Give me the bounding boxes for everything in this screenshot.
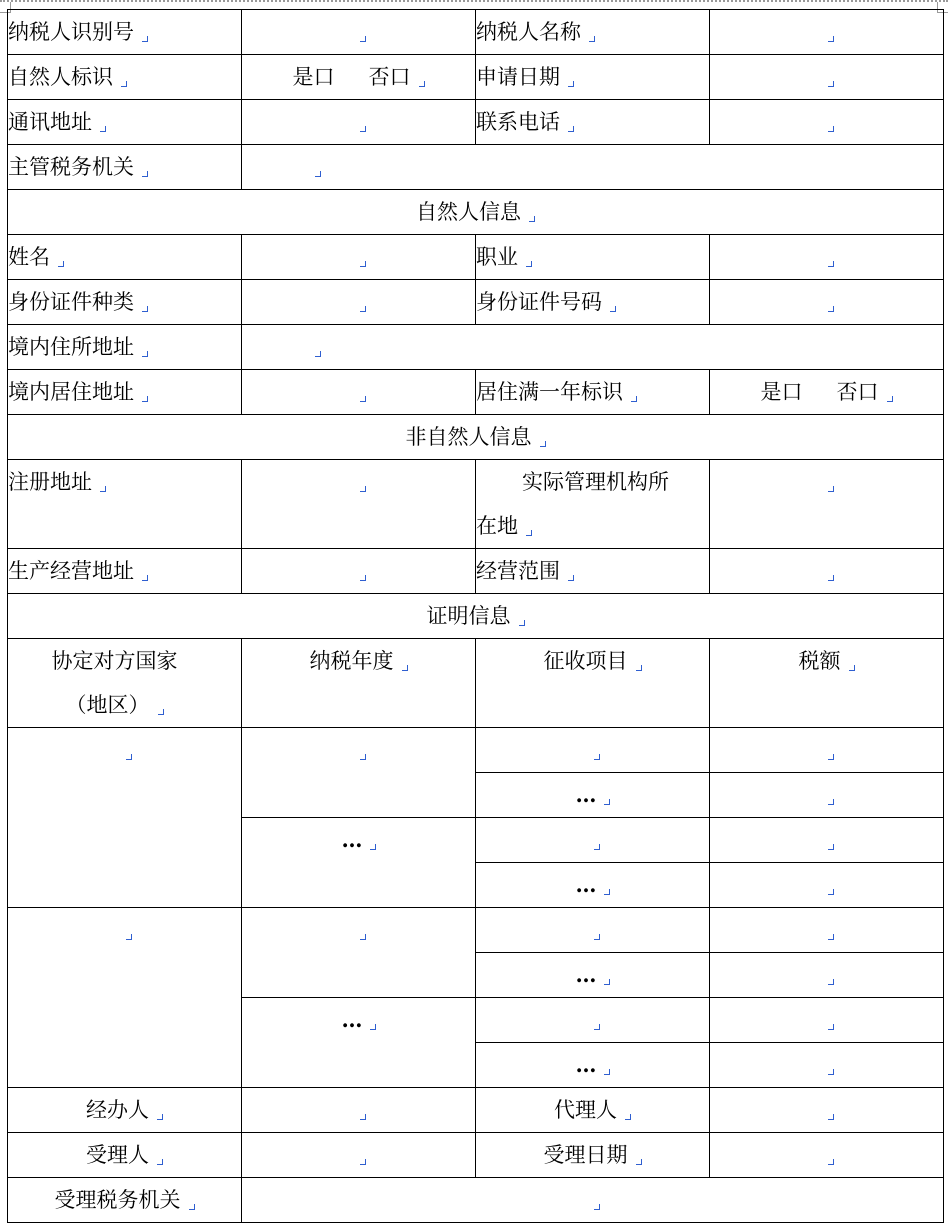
business-scope-label: 经营范围 [476, 559, 560, 583]
receiving-authority-label: 受理税务机关 [54, 1188, 181, 1212]
table-row [8, 235, 944, 280]
paragraph-mark-icon [604, 889, 610, 895]
tax-amount-field[interactable] [710, 1043, 944, 1088]
table-row [8, 325, 944, 370]
phone-field[interactable] [710, 100, 944, 145]
paragraph-mark-icon [370, 844, 376, 850]
table-row [8, 549, 944, 594]
business-address-label: 生产经营地址 [8, 559, 134, 583]
levy-item-more [476, 863, 710, 908]
paragraph-mark-icon [540, 441, 546, 447]
occupation-label-cell [476, 235, 710, 280]
domestic-residence-field[interactable] [242, 370, 476, 415]
paragraph-mark-icon [828, 1069, 834, 1075]
non-natural-person-section-header [8, 415, 944, 460]
paragraph-mark-icon [360, 1159, 366, 1165]
tax-amount-field[interactable] [710, 998, 944, 1043]
paragraph-mark-icon [526, 530, 532, 536]
tax-amount-field[interactable] [710, 863, 944, 908]
receive-date-label: 受理日期 [543, 1143, 628, 1167]
paragraph-mark-icon [568, 575, 574, 581]
paragraph-mark-icon [625, 1114, 631, 1120]
paragraph-mark-icon [100, 486, 106, 492]
paragraph-mark-icon [126, 934, 132, 940]
treaty-country-field[interactable] [8, 908, 242, 1088]
table-row [8, 415, 944, 460]
no-checkbox[interactable]: 否口 [836, 380, 879, 404]
agent-field[interactable] [710, 1088, 944, 1133]
table-row [8, 55, 944, 100]
table-row [8, 728, 944, 773]
paragraph-mark-icon [360, 36, 366, 42]
management-location-label-cell [476, 460, 710, 549]
apply-date-label: 申请日期 [476, 65, 560, 89]
tax-year-more [242, 818, 476, 908]
paragraph-mark-icon [142, 575, 148, 581]
table-row [8, 908, 944, 953]
ellipsis: … [575, 782, 596, 807]
residence-one-year-label-cell [476, 370, 710, 415]
paragraph-mark-icon [315, 351, 321, 357]
paragraph-mark-icon [142, 306, 148, 312]
id-type-label: 身份证件种类 [8, 290, 134, 314]
paragraph-mark-icon [568, 126, 574, 132]
table-row [8, 100, 944, 145]
residence-one-year-options [710, 370, 944, 415]
tax-resident-certificate-form [7, 9, 944, 1223]
paragraph-mark-icon [360, 486, 366, 492]
paragraph-mark-icon [594, 934, 600, 940]
business-address-field[interactable] [242, 549, 476, 594]
natural-person-section-title: 自然人信息 [416, 200, 521, 224]
registered-address-label: 注册地址 [8, 470, 92, 494]
management-location-label-line1: 实际管理机构所 [522, 470, 669, 494]
table-row [8, 460, 944, 549]
paragraph-mark-icon [189, 1204, 195, 1210]
tax-year-label: 纳税年度 [309, 649, 394, 673]
receiving-authority-field[interactable] [242, 1178, 944, 1223]
levy-item-more [476, 1043, 710, 1088]
paragraph-mark-icon [360, 306, 366, 312]
treaty-country-header [8, 639, 242, 728]
taxpayer-id-field[interactable] [242, 10, 476, 55]
page-top-border [0, 0, 948, 2]
id-type-field[interactable] [242, 280, 476, 325]
table-row [8, 145, 944, 190]
taxpayer-name-field[interactable] [710, 10, 944, 55]
paragraph-mark-icon [142, 351, 148, 357]
tax-authority-label: 主管税务机关 [8, 155, 134, 179]
taxpayer-id-label: 纳税人识别号 [8, 20, 134, 44]
levy-item-label: 征收项目 [543, 649, 628, 673]
paragraph-mark-icon [158, 709, 164, 715]
residence-one-year-label: 居住满一年标识 [476, 380, 623, 404]
tax-year-header [242, 639, 476, 728]
tax-year-more [242, 998, 476, 1088]
tax-year-field[interactable] [242, 728, 476, 818]
table-row [8, 1088, 944, 1133]
paragraph-mark-icon [828, 934, 834, 940]
id-number-label: 身份证件号码 [476, 290, 602, 314]
levy-item-more [476, 953, 710, 998]
paragraph-mark-icon [849, 665, 855, 671]
occupation-label: 职业 [476, 245, 518, 269]
tax-amount-header [710, 639, 944, 728]
non-natural-person-section-title: 非自然人信息 [405, 425, 532, 449]
name-label: 姓名 [8, 245, 50, 269]
table-row [8, 639, 944, 728]
handler-label: 经办人 [86, 1098, 149, 1122]
paragraph-mark-icon [828, 754, 834, 760]
paragraph-mark-icon [604, 1069, 610, 1075]
yes-checkbox[interactable]: 是口 [292, 65, 335, 89]
phone-label-cell [476, 100, 710, 145]
ellipsis: … [575, 872, 596, 897]
receive-date-label-cell [476, 1133, 710, 1178]
levy-item-more [476, 773, 710, 818]
paragraph-mark-icon [126, 754, 132, 760]
levy-item-field[interactable] [476, 998, 710, 1043]
paragraph-mark-icon [828, 889, 834, 895]
natural-person-flag-label-cell [8, 55, 242, 100]
handler-field[interactable] [242, 1088, 476, 1133]
paragraph-mark-icon [315, 171, 321, 177]
paragraph-mark-icon [828, 486, 834, 492]
taxpayer-name-label: 纳税人名称 [476, 20, 581, 44]
paragraph-mark-icon [568, 81, 574, 87]
paragraph-mark-icon [594, 1024, 600, 1030]
registered-address-label-cell [8, 460, 242, 549]
certificate-section-title: 证明信息 [426, 604, 511, 628]
name-field[interactable] [242, 235, 476, 280]
paragraph-mark-icon [828, 1114, 834, 1120]
occupation-field[interactable] [710, 235, 944, 280]
paragraph-mark-icon [828, 306, 834, 312]
paragraph-mark-icon [594, 754, 600, 760]
management-location-label-line2: 在地 [476, 514, 518, 538]
mailing-address-label-cell [8, 100, 242, 145]
ellipsis: … [575, 1052, 596, 1077]
paragraph-mark-icon [631, 396, 637, 402]
paragraph-mark-icon [828, 1159, 834, 1165]
domestic-domicile-label-cell [8, 325, 242, 370]
paragraph-mark-icon [121, 81, 127, 87]
mailing-address-label: 通讯地址 [8, 110, 92, 134]
paragraph-mark-icon [360, 261, 366, 267]
receive-date-field[interactable] [710, 1133, 944, 1178]
table-row [8, 280, 944, 325]
paragraph-mark-icon [828, 1024, 834, 1030]
paragraph-mark-icon [526, 261, 532, 267]
paragraph-mark-icon [594, 844, 600, 850]
tax-amount-field[interactable] [710, 953, 944, 998]
paragraph-mark-icon [828, 81, 834, 87]
paragraph-mark-icon [604, 799, 610, 805]
paragraph-mark-icon [828, 979, 834, 985]
ellipsis: … [341, 1007, 362, 1032]
paragraph-mark-icon [828, 844, 834, 850]
paragraph-mark-icon [100, 126, 106, 132]
agent-label: 代理人 [554, 1098, 617, 1122]
certificate-section-header [8, 594, 944, 639]
phone-label: 联系电话 [476, 110, 560, 134]
receiver-label: 受理人 [86, 1143, 149, 1167]
tax-authority-label-cell [8, 145, 242, 190]
no-checkbox[interactable]: 否口 [368, 65, 411, 89]
tax-year-field[interactable] [242, 908, 476, 998]
receiving-authority-label-cell [8, 1178, 242, 1223]
paragraph-mark-icon [142, 171, 148, 177]
paragraph-mark-icon [636, 665, 642, 671]
table-row [8, 1178, 944, 1223]
paragraph-mark-icon [828, 126, 834, 132]
id-number-label-cell [476, 280, 710, 325]
yes-checkbox[interactable]: 是口 [760, 380, 803, 404]
treaty-country-label-line2: （地区） [65, 693, 150, 717]
paragraph-mark-icon [370, 1024, 376, 1030]
mailing-address-field[interactable] [242, 100, 476, 145]
paragraph-mark-icon [828, 36, 834, 42]
table-row [8, 370, 944, 415]
paragraph-mark-icon [157, 1159, 163, 1165]
paragraph-mark-icon [58, 261, 64, 267]
paragraph-mark-icon [360, 126, 366, 132]
management-location-field[interactable] [710, 460, 944, 549]
levy-item-header [476, 639, 710, 728]
paragraph-mark-icon [529, 216, 535, 222]
ellipsis: … [575, 962, 596, 987]
apply-date-label-cell [476, 55, 710, 100]
taxpayer-name-label-cell [476, 10, 710, 55]
business-scope-label-cell [476, 549, 710, 594]
table-row [8, 594, 944, 639]
domestic-residence-label-cell [8, 370, 242, 415]
id-type-label-cell [8, 280, 242, 325]
name-label-cell [8, 235, 242, 280]
paragraph-mark-icon [604, 979, 610, 985]
paragraph-mark-icon [828, 261, 834, 267]
levy-item-field[interactable] [476, 728, 710, 773]
paragraph-mark-icon [142, 396, 148, 402]
table-row [8, 10, 944, 55]
domestic-domicile-label: 境内住所地址 [8, 335, 134, 359]
tax-amount-field[interactable] [710, 728, 944, 773]
domestic-residence-label: 境内居住地址 [8, 380, 134, 404]
table-row [8, 1133, 944, 1178]
apply-date-field[interactable] [710, 55, 944, 100]
paragraph-mark-icon [360, 396, 366, 402]
business-scope-field[interactable] [710, 549, 944, 594]
paragraph-mark-icon [636, 1159, 642, 1165]
treaty-country-field[interactable] [8, 728, 242, 908]
taxpayer-id-label-cell [8, 10, 242, 55]
business-address-label-cell [8, 549, 242, 594]
paragraph-mark-icon [157, 1114, 163, 1120]
natural-person-flag-options [242, 55, 476, 100]
paragraph-mark-icon [360, 575, 366, 581]
tax-authority-field[interactable] [242, 145, 944, 190]
tax-amount-label: 税额 [798, 649, 841, 673]
natural-person-section-header [8, 190, 944, 235]
tax-amount-field[interactable] [710, 818, 944, 863]
table-row [8, 190, 944, 235]
paragraph-mark-icon [419, 81, 425, 87]
receiver-label-cell [8, 1133, 242, 1178]
agent-label-cell [476, 1088, 710, 1133]
natural-person-flag-label: 自然人标识 [8, 65, 113, 89]
registered-address-field[interactable] [242, 460, 476, 549]
paragraph-mark-icon [828, 799, 834, 805]
paragraph-mark-icon [360, 1114, 366, 1120]
id-number-field[interactable] [710, 280, 944, 325]
receiver-field[interactable] [242, 1133, 476, 1178]
paragraph-mark-icon [360, 934, 366, 940]
paragraph-mark-icon [142, 36, 148, 42]
levy-item-field[interactable] [476, 818, 710, 863]
levy-item-field[interactable] [476, 908, 710, 953]
handler-label-cell [8, 1088, 242, 1133]
paragraph-mark-icon [402, 665, 408, 671]
ellipsis: … [341, 827, 362, 852]
paragraph-mark-icon [828, 575, 834, 581]
paragraph-mark-icon [887, 396, 893, 402]
tax-amount-field[interactable] [710, 773, 944, 818]
tax-amount-field[interactable] [710, 908, 944, 953]
domestic-domicile-field[interactable] [242, 325, 944, 370]
paragraph-mark-icon [594, 1204, 600, 1210]
paragraph-mark-icon [360, 754, 366, 760]
treaty-country-label-line1: 协定对方国家 [51, 649, 178, 673]
paragraph-mark-icon [610, 306, 616, 312]
paragraph-mark-icon [519, 620, 525, 626]
paragraph-mark-icon [589, 36, 595, 42]
